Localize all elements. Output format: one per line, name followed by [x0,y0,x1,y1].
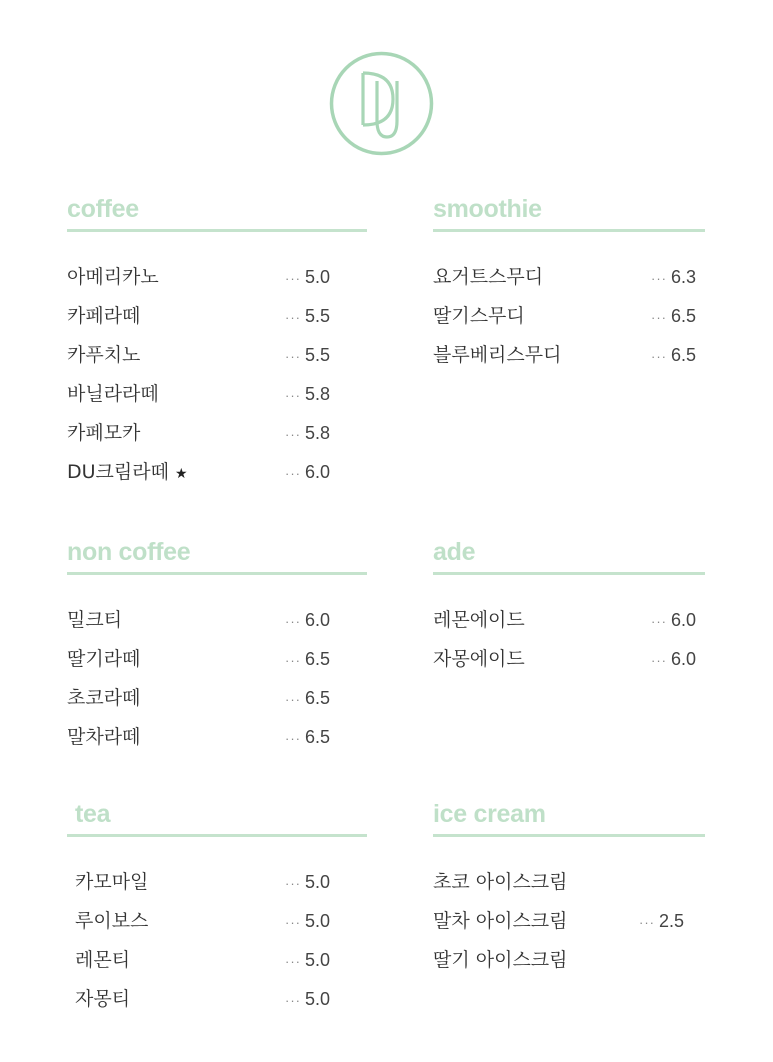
item-price: 6.5 [305,688,331,708]
item-price: 5.0 [305,267,331,287]
item-name: 밀크티 [67,609,123,631]
price-dots: ··· [651,614,667,629]
price-dots: ··· [285,388,301,403]
item-name: 카페라떼 [67,305,141,327]
item-price: 6.5 [305,649,331,669]
item-name: 자몽에이드 [433,648,525,670]
item-name: 카푸치노 [67,344,141,366]
menu-item [433,867,705,897]
menu-item [433,340,705,370]
section-non-coffee [67,538,367,758]
price-dots: ··· [651,271,667,286]
price-dots: ··· [285,271,301,286]
item-name: 초코 아이스크림 [433,871,568,893]
price-dots: ··· [285,466,301,481]
price-dots: ··· [285,954,301,969]
price-dots: ··· [285,349,301,364]
item-name: 루이보스 [75,910,149,932]
price-dots: ··· [285,614,301,629]
menu-item [67,418,337,448]
item-price: 5.5 [305,345,331,365]
menu-item [75,984,337,1014]
price-dots: ··· [651,653,667,668]
price-dots: ··· [285,731,301,746]
section-title-non-coffee: non coffee [67,538,191,566]
menu-item [433,301,705,331]
section-divider [433,834,705,837]
section-title-ade: ade [433,538,476,566]
section-smoothie [433,195,705,395]
price-dots: ··· [639,915,655,930]
item-name: 딸기스무디 [433,305,525,327]
menu-item [433,262,705,292]
item-name: 레몬에이드 [433,609,525,631]
item-name: 카페모카 [67,422,141,444]
section-coffee [67,195,367,495]
section-tea [67,800,367,1030]
item-price: 5.5 [305,306,331,326]
item-name: 바닐라라떼 [67,383,159,405]
section-divider [433,572,705,575]
menu-item [433,605,705,635]
price-dots: ··· [285,993,301,1008]
section-divider [433,229,705,232]
price-dots: ··· [285,692,301,707]
item-price: 5.8 [305,423,331,443]
item-price: 5.0 [305,989,331,1009]
price-dots: ··· [285,310,301,325]
menu-item [67,379,337,409]
price-dots: ··· [651,349,667,364]
menu-item [75,906,337,936]
item-price: 5.0 [305,911,331,931]
item-price: 6.5 [671,306,697,326]
section-title-smoothie: smoothie [433,195,542,223]
menu-item [67,457,337,487]
price-dots: ··· [285,876,301,891]
item-name: 아메리카노 [67,266,159,288]
section-ade [433,538,705,698]
item-price: 5.0 [305,950,331,970]
item-name: 딸기라떼 [67,648,141,670]
section-divider [67,834,367,837]
item-price: 6.0 [671,610,697,630]
item-name: 말차라떼 [67,726,141,748]
item-name: 초코라떼 [67,687,141,709]
menu-item [67,644,337,674]
item-price: 6.3 [671,267,697,287]
price-dots: ··· [651,310,667,325]
item-name: 요거트스무디 [433,266,544,288]
item-price: 5.0 [305,872,331,892]
menu-item [67,683,337,713]
star-icon: ★ [174,466,188,482]
menu-item [433,945,705,975]
item-name: DU크림라떼 [67,461,169,483]
item-name: 블루베리스무디 [433,344,562,366]
price-dots: ··· [285,653,301,668]
du-logo [329,51,434,156]
menu-item [67,340,337,370]
section-title-tea: tea [75,800,111,828]
menu-item [433,906,705,936]
item-name: 말차 아이스크림 [433,910,568,932]
item-price: 6.0 [305,462,331,482]
item-price: 6.5 [305,727,331,747]
section-divider [67,572,367,575]
item-price: 6.0 [671,649,697,669]
menu-item [67,301,337,331]
price-dots: ··· [285,915,301,930]
menu-item [67,722,337,752]
item-price: 5.8 [305,384,331,404]
item-price: 6.5 [671,345,697,365]
menu-item [67,262,337,292]
section-ice-cream [433,800,705,1000]
item-price: 2.5 [659,911,685,931]
section-title-ice-cream: ice cream [433,800,546,828]
item-price: 6.0 [305,610,331,630]
item-name: 카모마일 [75,871,149,893]
item-name: 딸기 아이스크림 [433,949,568,971]
section-title-coffee: coffee [67,195,139,223]
menu-item [75,867,337,897]
section-divider [67,229,367,232]
menu-item [75,945,337,975]
item-name: 레몬티 [75,949,131,971]
menu-item [67,605,337,635]
item-name: 자몽티 [75,988,131,1010]
price-dots: ··· [285,427,301,442]
menu-item [433,644,705,674]
